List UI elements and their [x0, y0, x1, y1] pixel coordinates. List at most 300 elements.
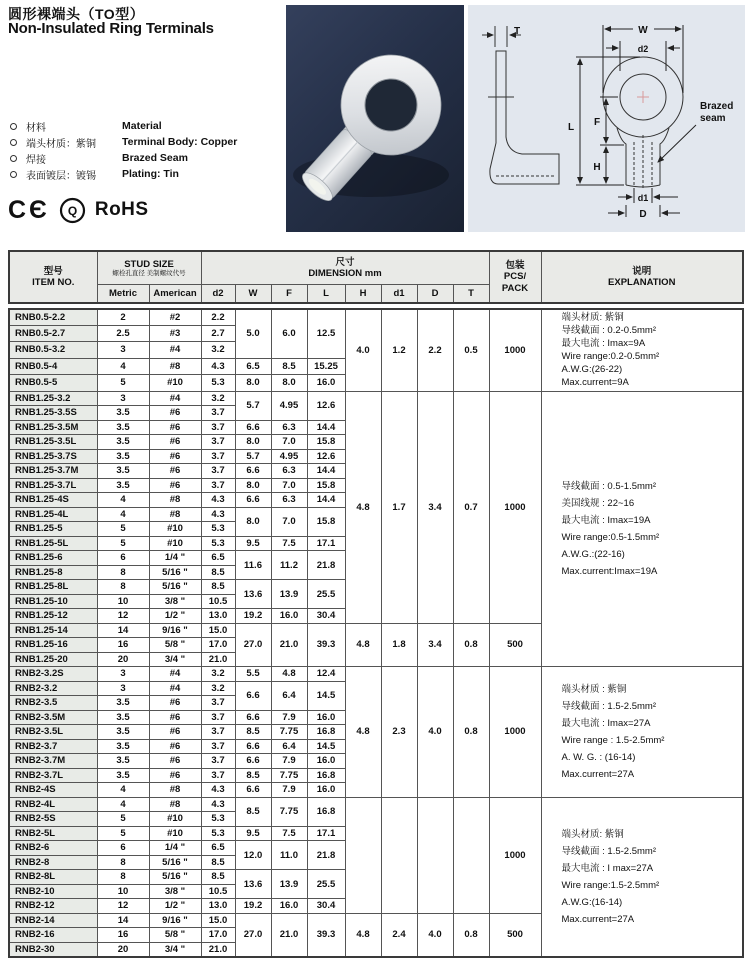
- cell-d2: 8.5: [201, 580, 235, 595]
- cell-f: 7.0: [271, 435, 307, 450]
- cell-pcs-pack: 1000: [489, 797, 541, 913]
- cell-metric: 5: [97, 812, 149, 827]
- cell-l: 16.8: [307, 768, 345, 783]
- cell-american: #6: [149, 478, 201, 493]
- cell-d2: 3.7: [201, 696, 235, 711]
- cell-item-no: RNB1.25-20: [9, 652, 97, 667]
- bullet-icon: [10, 123, 17, 130]
- explanation-line: A.W.G.:(22-16): [561, 549, 625, 561]
- cell-h: 4.0: [345, 309, 381, 391]
- cell-metric: 3.5: [97, 696, 149, 711]
- cell-w: 27.0: [235, 913, 271, 957]
- cell-f: 6.3: [271, 464, 307, 479]
- cell-d2: 17.0: [201, 928, 235, 943]
- cell-american: #2: [149, 309, 201, 325]
- cell-w: 11.6: [235, 551, 271, 580]
- cell-item-no: RNB2-12: [9, 899, 97, 914]
- cell-f: 16.0: [271, 899, 307, 914]
- explanation-line: Max.current:Imax=19A: [561, 566, 658, 578]
- cell-item-no: RNB2-5L: [9, 826, 97, 841]
- cell-american: #10: [149, 536, 201, 551]
- cell-l: 17.1: [307, 826, 345, 841]
- cell-l: 21.8: [307, 841, 345, 870]
- terminal-body: [286, 34, 462, 225]
- cell-l: 14.5: [307, 739, 345, 754]
- cell-f: 16.0: [271, 609, 307, 624]
- cell-american: #6: [149, 406, 201, 421]
- cell-metric: 4: [97, 797, 149, 812]
- cell-d2: 15.0: [201, 623, 235, 638]
- cell-l: 39.3: [307, 623, 345, 667]
- cell-l: 16.0: [307, 710, 345, 725]
- cell-item-no: RNB2-3.5M: [9, 710, 97, 725]
- cell-w: 6.6: [235, 739, 271, 754]
- cell-item-no: RNB1.25-6: [9, 551, 97, 566]
- material-en: Terminal Body: Copper: [122, 136, 238, 148]
- cell-f: 7.9: [271, 754, 307, 769]
- cell-metric: 4: [97, 358, 149, 374]
- cell-american: 9/16 ": [149, 623, 201, 638]
- cell-t: 0.8: [453, 913, 489, 957]
- cell-metric: 2.5: [97, 325, 149, 341]
- cell-f: 7.75: [271, 768, 307, 783]
- cell-f: 13.9: [271, 870, 307, 899]
- bullet-icon: [10, 155, 17, 162]
- cell-item-no: RNB1.25-10: [9, 594, 97, 609]
- cell-d2: 21.0: [201, 652, 235, 667]
- header-stud-size: STUD SIZE 螺栓孔直径 美制螺纹代号: [97, 251, 201, 285]
- cell-d2: 3.2: [201, 667, 235, 682]
- cell-l: 16.0: [307, 783, 345, 798]
- cell-w: 12.0: [235, 841, 271, 870]
- cell-w: 8.0: [235, 507, 271, 536]
- cell-metric: 3.5: [97, 449, 149, 464]
- dim-label-w: W: [638, 25, 648, 36]
- cell-metric: 14: [97, 913, 149, 928]
- cell-d2: 5.3: [201, 812, 235, 827]
- cell-f: 8.5: [271, 358, 307, 374]
- svg-text:Q: Q: [67, 203, 78, 218]
- cell-d2: 21.0: [201, 942, 235, 957]
- dim-label-d2: d2: [637, 44, 649, 54]
- header-explanation: 说明 EXPLANATION: [541, 251, 743, 303]
- cell-w: 6.6: [235, 681, 271, 710]
- cell-metric: 3.5: [97, 478, 149, 493]
- cell-w: 5.7: [235, 391, 271, 420]
- cell-american: 5/8 ": [149, 638, 201, 653]
- cell-american: #6: [149, 739, 201, 754]
- material-row: [10, 118, 237, 134]
- cell-metric: 3.5: [97, 739, 149, 754]
- cell-f: 4.95: [271, 449, 307, 464]
- cell-item-no: RNB2-3.7: [9, 739, 97, 754]
- cell-d2: 3.2: [201, 681, 235, 696]
- header-dimension: 尺寸 DIMENSION mm: [201, 251, 489, 285]
- cell-item-no: RNB1.25-3.7S: [9, 449, 97, 464]
- cell-american: #10: [149, 826, 201, 841]
- cell-d2: 10.5: [201, 884, 235, 899]
- dim-label-d: D: [639, 209, 647, 220]
- cell-l: 14.5: [307, 681, 345, 710]
- cell-american: 3/8 ": [149, 594, 201, 609]
- cell-pcs-pack: 1000: [489, 309, 541, 391]
- cell-american: #3: [149, 325, 201, 341]
- cell-d2: 3.2: [201, 342, 235, 358]
- cell-l: 14.4: [307, 420, 345, 435]
- cell-l: 39.3: [307, 913, 345, 957]
- cell-l: 25.5: [307, 870, 345, 899]
- cell-f: 7.75: [271, 725, 307, 740]
- cell-american: 5/16 ": [149, 870, 201, 885]
- explanation-line: Max.current=27A: [561, 913, 635, 925]
- cell-item-no: RNB2-14: [9, 913, 97, 928]
- cell-d2: 4.3: [201, 493, 235, 508]
- cell-w: 6.5: [235, 358, 271, 374]
- header-item-no: 型号 ITEM NO.: [9, 251, 97, 303]
- cell-american: #6: [149, 710, 201, 725]
- cell-metric: 3.5: [97, 420, 149, 435]
- cell-w: 8.0: [235, 478, 271, 493]
- cell-w: 6.6: [235, 710, 271, 725]
- explanation-line: 端头材质: 紫铜: [561, 828, 624, 840]
- cell-d2: 5.3: [201, 536, 235, 551]
- cell-d2: 4.3: [201, 358, 235, 374]
- cell-metric: 4: [97, 783, 149, 798]
- cell-american: 1/2 ": [149, 899, 201, 914]
- cell-l: 16.8: [307, 725, 345, 740]
- cell-w: 19.2: [235, 899, 271, 914]
- cell-item-no: RNB0.5-5: [9, 375, 97, 392]
- cell-item-no: RNB2-8L: [9, 870, 97, 885]
- explanation-line: Max.current=9A: [561, 377, 629, 389]
- header-h: H: [345, 285, 381, 303]
- explanation-line: Wire range : 1.5-2.5mm²: [561, 735, 665, 747]
- cell-item-no: RNB1.25-3.5S: [9, 406, 97, 421]
- cell-l: 17.1: [307, 536, 345, 551]
- cell-item-no: RNB2-3.2S: [9, 667, 97, 682]
- cell-metric: 3.5: [97, 754, 149, 769]
- cell-metric: 12: [97, 609, 149, 624]
- cell-american: 9/16 ": [149, 913, 201, 928]
- cell-metric: 8: [97, 855, 149, 870]
- brazed-seam-label2: seam: [700, 113, 726, 124]
- material-zh: 端头材质：紫铜: [26, 138, 96, 150]
- cell-american: #8: [149, 358, 201, 374]
- cell-f: 6.3: [271, 420, 307, 435]
- cell-metric: 8: [97, 870, 149, 885]
- cell-l: 14.4: [307, 464, 345, 479]
- cell-item-no: RNB2-3.7M: [9, 754, 97, 769]
- cell-metric: 5: [97, 826, 149, 841]
- cell-w: 8.0: [235, 375, 271, 392]
- cell-l: 12.6: [307, 449, 345, 464]
- cell-d2: 5.3: [201, 826, 235, 841]
- cell-metric: 3: [97, 391, 149, 406]
- cell-metric: 12: [97, 899, 149, 914]
- cell-l: 16.8: [307, 797, 345, 826]
- cell-metric: 4: [97, 507, 149, 522]
- quality-mark-icon: [59, 197, 86, 224]
- explanation-line: 最大电流 : Imax=9A: [561, 338, 646, 350]
- cell-item-no: RNB1.25-5L: [9, 536, 97, 551]
- cell-d1: 2.4: [381, 913, 417, 957]
- cell-american: #4: [149, 667, 201, 682]
- cell-item-no: RNB2-4L: [9, 797, 97, 812]
- dim-label-f: F: [593, 117, 601, 128]
- cell-metric: 2: [97, 309, 149, 325]
- explanation-line: Wire range:0.5-1.5mm²: [561, 532, 660, 544]
- cell-item-no: RNB1.25-16: [9, 638, 97, 653]
- cell-american: #6: [149, 768, 201, 783]
- cell-metric: 5: [97, 375, 149, 392]
- cell-d2: 6.5: [201, 551, 235, 566]
- cell-h: 4.8: [345, 391, 381, 623]
- cell-d2: 5.3: [201, 375, 235, 392]
- cell-w: 5.7: [235, 449, 271, 464]
- cell-item-no: RNB1.25-3.5M: [9, 420, 97, 435]
- cell-pcs-pack: 500: [489, 913, 541, 957]
- cell-item-no: RNB1.25-3.5L: [9, 435, 97, 450]
- cell-t: 0.8: [453, 667, 489, 798]
- cell-item-no: RNB1.25-14: [9, 623, 97, 638]
- cell-l: 25.5: [307, 580, 345, 609]
- cell-t: 0.5: [453, 309, 489, 391]
- rohs-label: RoHS: [94, 199, 149, 220]
- cell-american: 3/4 ": [149, 652, 201, 667]
- cell-metric: 16: [97, 928, 149, 943]
- cell-item-no: RNB2-8: [9, 855, 97, 870]
- cell-d2: 13.0: [201, 899, 235, 914]
- cell-item-no: RNB2-3.5: [9, 696, 97, 711]
- cell-w: 6.6: [235, 783, 271, 798]
- cell-w: 8.5: [235, 797, 271, 826]
- cell-item-no: RNB2-5S: [9, 812, 97, 827]
- cell-metric: 4: [97, 493, 149, 508]
- cell-metric: 20: [97, 942, 149, 957]
- cell-american: #10: [149, 375, 201, 392]
- cell-american: 3/4 ": [149, 942, 201, 957]
- cell-f: 8.0: [271, 375, 307, 392]
- cell-t: [453, 797, 489, 913]
- side-view: [482, 26, 559, 184]
- cell-american: 1/4 ": [149, 841, 201, 856]
- cell-item-no: RNB1.25-4L: [9, 507, 97, 522]
- cell-metric: 3: [97, 342, 149, 358]
- cell-d2: 3.2: [201, 391, 235, 406]
- cell-metric: 8: [97, 565, 149, 580]
- cell-w: 19.2: [235, 609, 271, 624]
- header-l: L: [307, 285, 345, 303]
- cell-w: 6.6: [235, 420, 271, 435]
- cell-f: 7.5: [271, 826, 307, 841]
- cell-l: 30.4: [307, 899, 345, 914]
- cell-d2: 2.7: [201, 325, 235, 341]
- cell-explanation: [541, 391, 743, 667]
- cell-item-no: RNB1.25-8: [9, 565, 97, 580]
- explanation-line: A.W.G:(26-22): [561, 364, 623, 376]
- cell-h: 4.8: [345, 913, 381, 957]
- cell-d2: 3.7: [201, 449, 235, 464]
- cell-item-no: RNB2-30: [9, 942, 97, 957]
- cell-t: 0.8: [453, 623, 489, 667]
- cell-w: 27.0: [235, 623, 271, 667]
- cell-d1: 2.3: [381, 667, 417, 798]
- cell-f: 6.3: [271, 493, 307, 508]
- cell-d: 3.4: [417, 623, 453, 667]
- header-american: American: [149, 285, 201, 303]
- cell-item-no: RNB2-3.7L: [9, 768, 97, 783]
- explanation-line: 最大电流 : I max=27A: [561, 862, 654, 874]
- cell-d2: 3.7: [201, 768, 235, 783]
- cell-l: 16.0: [307, 754, 345, 769]
- cell-w: 8.5: [235, 768, 271, 783]
- cell-l: 14.4: [307, 493, 345, 508]
- cell-d2: 5.3: [201, 522, 235, 537]
- cell-w: 6.6: [235, 754, 271, 769]
- cell-american: 5/16 ": [149, 855, 201, 870]
- cell-w: 6.6: [235, 493, 271, 508]
- cell-l: 15.8: [307, 435, 345, 450]
- cell-f: 11.0: [271, 841, 307, 870]
- cell-d1: 1.2: [381, 309, 417, 391]
- cell-item-no: RNB2-3.5L: [9, 725, 97, 740]
- explanation-line: A.W.G:(16-14): [561, 896, 623, 908]
- product-photo: [286, 5, 464, 232]
- cell-metric: 3: [97, 681, 149, 696]
- cell-item-no: RNB1.25-12: [9, 609, 97, 624]
- cell-l: 16.0: [307, 375, 345, 392]
- material-en: Material: [122, 120, 162, 132]
- cell-american: #6: [149, 725, 201, 740]
- cell-item-no: RNB1.25-3.2: [9, 391, 97, 406]
- cell-d2: 3.7: [201, 420, 235, 435]
- cell-d2: 8.5: [201, 870, 235, 885]
- header-d1: d1: [381, 285, 417, 303]
- cell-l: 12.4: [307, 667, 345, 682]
- material-zh: 材料: [26, 122, 46, 134]
- cell-d2: 4.3: [201, 783, 235, 798]
- material-row: [10, 166, 237, 182]
- explanation-line: 导线截面 : 0.5-1.5mm²: [561, 481, 656, 493]
- cell-american: #8: [149, 493, 201, 508]
- cell-american: #8: [149, 783, 201, 798]
- cell-american: 5/8 ": [149, 928, 201, 943]
- cell-d2: 3.7: [201, 464, 235, 479]
- cell-d2: 3.7: [201, 739, 235, 754]
- brazed-seam-label: Brazed: [700, 101, 734, 112]
- cell-f: 7.75: [271, 797, 307, 826]
- explanation-line: 最大电流 : Imax=27A: [561, 718, 651, 730]
- bullet-icon: [10, 139, 17, 146]
- cell-pcs-pack: 500: [489, 623, 541, 667]
- cell-explanation: [541, 667, 743, 798]
- dim-label-l: L: [567, 122, 575, 133]
- cell-f: 7.9: [271, 710, 307, 725]
- cell-l: 15.8: [307, 478, 345, 493]
- cell-w: 8.0: [235, 435, 271, 450]
- diagram-svg: [468, 5, 745, 232]
- cell-item-no: RNB1.25-8L: [9, 580, 97, 595]
- cell-l: 12.6: [307, 391, 345, 420]
- cell-american: #4: [149, 342, 201, 358]
- cell-l: 15.25: [307, 358, 345, 374]
- cell-f: 7.5: [271, 536, 307, 551]
- material-list: [10, 118, 237, 182]
- cell-l: 30.4: [307, 609, 345, 624]
- cell-american: #6: [149, 696, 201, 711]
- header-pcs-pack: 包装 PCS/ PACK: [489, 251, 541, 303]
- cell-f: 6.4: [271, 739, 307, 754]
- cell-american: 3/8 ": [149, 884, 201, 899]
- cell-d2: 8.5: [201, 565, 235, 580]
- cell-american: #8: [149, 507, 201, 522]
- cell-d2: 3.7: [201, 478, 235, 493]
- header-d2: d2: [201, 285, 235, 303]
- cell-d2: 3.7: [201, 754, 235, 769]
- page-title-zh: 圆形裸端头（TO型）: [8, 6, 145, 22]
- cell-explanation: [541, 309, 743, 391]
- material-row: [10, 134, 237, 150]
- header-f: F: [271, 285, 307, 303]
- cell-w: 5.0: [235, 309, 271, 358]
- material-en: Plating: Tin: [122, 168, 179, 180]
- cell-metric: 5: [97, 522, 149, 537]
- front-view: [603, 57, 683, 188]
- explanation-line: 最大电流 : Imax=19A: [561, 515, 651, 527]
- explanation-line: 导线截面 : 1.5-2.5mm²: [561, 845, 656, 857]
- cell-f: 6.4: [271, 681, 307, 710]
- cell-american: #6: [149, 449, 201, 464]
- table-row: [9, 797, 743, 812]
- explanation-line: 端头材质: 紫铜: [561, 312, 624, 324]
- cell-american: #8: [149, 797, 201, 812]
- explanation-line: A. W. G. : (16-14): [561, 752, 636, 764]
- cell-metric: 3.5: [97, 464, 149, 479]
- cell-metric: 3.5: [97, 725, 149, 740]
- cell-w: 6.6: [235, 464, 271, 479]
- cell-american: #6: [149, 435, 201, 450]
- cell-item-no: RNB2-10: [9, 884, 97, 899]
- cell-item-no: RNB1.25-5: [9, 522, 97, 537]
- explanation-line: Wire range:0.2-0.5mm²: [561, 351, 660, 363]
- dimension-diagram: [468, 5, 745, 232]
- cell-f: 6.0: [271, 309, 307, 358]
- table-row: [9, 391, 743, 406]
- explanation-line: Max.current=27A: [561, 769, 635, 781]
- cell-l: 15.8: [307, 507, 345, 536]
- cell-d2: 3.7: [201, 435, 235, 450]
- cell-d1: [381, 797, 417, 913]
- cell-d: [417, 797, 453, 913]
- certification-marks: [8, 192, 149, 228]
- cell-d2: 4.3: [201, 797, 235, 812]
- explanation-line: 导线截面 : 1.5-2.5mm²: [561, 701, 656, 713]
- bullet-icon: [10, 171, 17, 178]
- cell-f: 7.0: [271, 507, 307, 536]
- material-zh: 焊接: [26, 154, 46, 166]
- cell-american: #4: [149, 391, 201, 406]
- cell-f: 4.95: [271, 391, 307, 420]
- cell-d2: 10.5: [201, 594, 235, 609]
- table-row: [9, 309, 743, 325]
- spec-table-header: [8, 250, 744, 304]
- cell-w: 13.6: [235, 870, 271, 899]
- cell-d1: 1.8: [381, 623, 417, 667]
- cell-american: 5/16 ": [149, 580, 201, 595]
- cell-metric: 14: [97, 623, 149, 638]
- cell-d: 4.0: [417, 667, 453, 798]
- cell-f: 11.2: [271, 551, 307, 580]
